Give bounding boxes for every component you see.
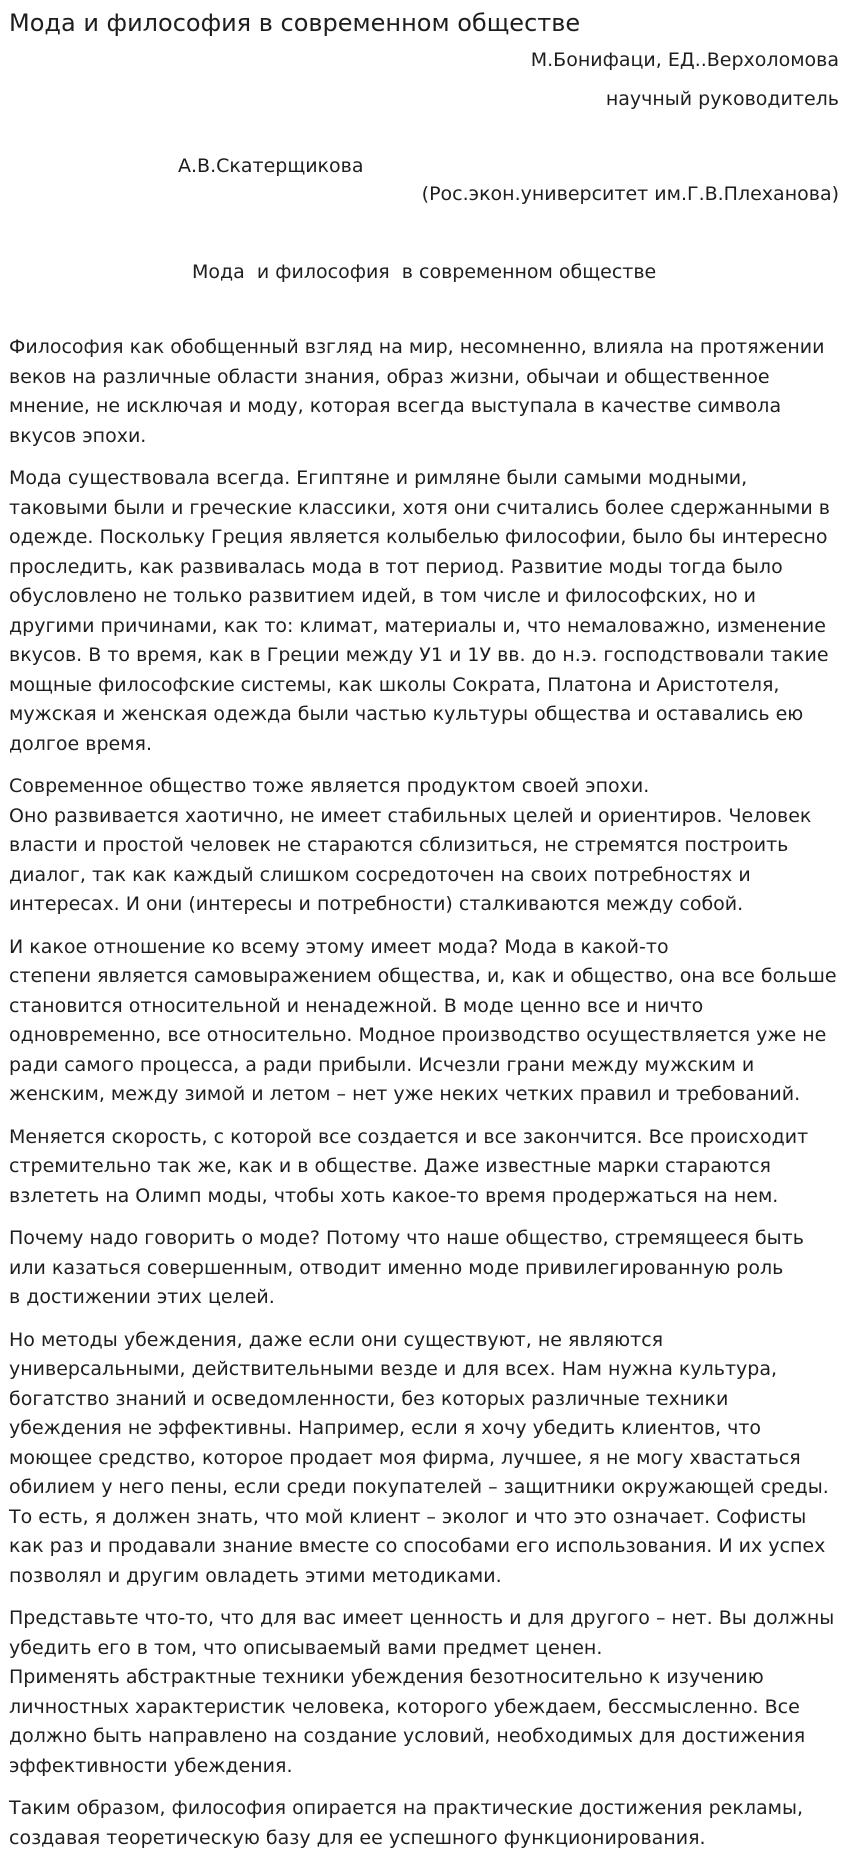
paragraph-6: Почему надо говорить о моде? Потому что наше общество, стремящееся быть или казаться совершенным, отводит именно моде привилегированную роль в достижении этих целей. <box>9 1227 804 1308</box>
document-title: Мода и философия в современном обществе <box>9 9 581 37</box>
paragraph-2: Мода существовала всегда. Египтяне и римляне были самыми модными, таковыми были и греческие классики, хотя они считались более сдержанными в одежде. Поскольку Греция является колыбелью философии, было бы интересно проследить, как развивалась мода в тот период. Развитие моды тогда было обусловлено не только развитием идей, в том числе и философских, но и другими причинами, как то: климат, материалы и, что немаловажно, изменение вкусов. В то время, как в Греции между У1 и 1У вв. до н.э. господствовали такие мощные философские системы, как школы Сократа, Платона и Аристотеля, мужская и женская одежда были частью культуры общества и оставались ею долгое время. <box>9 467 830 755</box>
supervisor-name: А.В.Скатерщикова <box>178 155 364 177</box>
paragraph-1: Философия как обобщенный взгляд на мир, несомненно, влияла на протяжении веков на различные области знания, образ жизни, обычаи и общественное мнение, не исключая и моду, которая всегда выступала в качестве символа вкусов эпохи. <box>9 336 825 447</box>
paragraph-5: Меняется скорость, с которой все создается и все закончится. Все происходит стремительно так же, как и в обществе. Даже известные марки стараются взлететь на Олимп моды, чтобы хоть какое-то время продержаться на нем. <box>9 1125 809 1207</box>
paragraph-8: Представьте что-то, что для вас имеет ценность и для другого – нет. Вы должны убедить его в том, что описываемый вами предмет ценен. Применять абстрактные техники убеждения безотносительно к изучению личностных характеристик человека, которого убеждаем, бессмысленно. Все должно быть направлено на создание условий, необходимых для достижения эффективности убеждения. <box>9 1607 835 1777</box>
paragraph-7: Но методы убеждения, даже если они существуют, не являются универсальными, действительными везде и для всех. Нам нужна культура, богатство знаний и осведомленности, без которых различные техники убеждения не эффективны. Например, если я хочу убедить клиентов, что моющее средство, которое продает моя фирма, лучшее, я не могу хвастаться обилием у него пены, если среди покупателей – защитники окружающей среды. То есть, я должен знать, что мой клиент – эколог и что это означает. Софисты как раз и продавали знание вместе со способами его использования. И их успех позволял и другим овладеть этими методиками. <box>9 1328 829 1587</box>
paragraph-9: Таким образом, философия опирается на практические достижения рекламы, создавая теоретическую базу для ее успешного функционирования. <box>9 1797 803 1849</box>
paragraph-4: И какое отношение ко всему этому имеет мода? Мода в какой-то степени является самовыражением общества, и, как и общество, она все больше становится относительной и ненадежной. В моде ценно все и ничто одновременно, все относительно. Модное производство осуществляется уже не ради самого процесса, а ради прибыли. Исчезли грани между мужским и женским, между зимой и летом – нет уже неких четких правил и требований. <box>9 935 837 1105</box>
paragraph-3: Современное общество тоже является продуктом своей эпохи. Оно развивается хаотично, не имеет стабильных целей и ориентиров. Человек власти и простой человек не стараются сблизиться, не стремятся построить диалог, так как каждый слишком сосредоточен на своих потребностях и интересах. И они (интересы и потребности) сталкиваются между собой. <box>9 775 812 915</box>
article-body <box>9 333 841 1866</box>
affiliation-line: (Рос.экон.университет им.Г.В.Плеханова) <box>421 183 839 205</box>
supervisor-role: научный руководитель <box>605 88 839 110</box>
authors-line: М.Бонифаци, ЕД..Верхоломова <box>530 49 839 71</box>
article-subtitle: Мода и философия в современном обществе <box>192 261 657 283</box>
